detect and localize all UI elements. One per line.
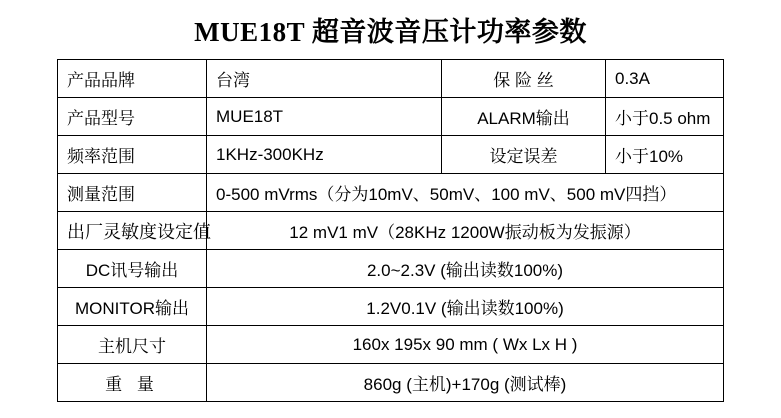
row-label-monitor-output: MONITOR输出 — [58, 288, 207, 326]
table-row — [58, 288, 724, 326]
table-row — [58, 98, 724, 136]
spec-table-container — [0, 59, 781, 402]
row-label-brand: 产品品牌 — [58, 60, 207, 98]
row-label-setting-error: 设定误差 — [442, 136, 606, 174]
row-label-fuse: 保 险 丝 — [442, 60, 606, 98]
page-title: MUE18T 超音波音压计功率参数 — [194, 17, 587, 47]
row-label-model: 产品型号 — [58, 98, 207, 136]
spec-table-body — [58, 60, 724, 402]
table-row — [58, 250, 724, 288]
row-label-weight: 重 量 — [58, 364, 207, 402]
row-label-dimensions: 主机尺寸 — [58, 326, 207, 364]
spec-table — [57, 59, 724, 402]
row-value-frequency-range: 1KHz-300KHz — [207, 136, 442, 174]
row-value-alarm-output: 小于0.5 ohm — [606, 98, 724, 136]
row-label-measure-range: 测量范围 — [58, 174, 207, 212]
table-row — [58, 364, 724, 402]
table-row — [58, 60, 724, 98]
row-value-fuse: 0.3A — [606, 60, 724, 98]
row-label-dc-output: DC讯号输出 — [58, 250, 207, 288]
row-value-dimensions: 160x 195x 90 mm ( Wx Lx H ) — [207, 326, 724, 364]
row-value-factory-sensitivity: 12 mV1 mV（28KHz 1200W振动板为发振源） — [207, 212, 724, 250]
row-value-setting-error: 小于10% — [606, 136, 724, 174]
row-label-frequency-range: 频率范围 — [58, 136, 207, 174]
row-label-alarm-output: ALARM输出 — [442, 98, 606, 136]
row-value-measure-range: 0-500 mVrms（分为10mV、50mV、100 mV、500 mV四挡） — [207, 174, 724, 212]
row-label-factory-sensitivity: 出厂灵敏度设定值 — [58, 212, 207, 250]
row-value-monitor-output: 1.2V0.1V (输出读数100%) — [207, 288, 724, 326]
table-row — [58, 212, 724, 250]
row-value-weight: 860g (主机)+170g (测试棒) — [207, 364, 724, 402]
row-value-dc-output: 2.0~2.3V (输出读数100%) — [207, 250, 724, 288]
table-row — [58, 136, 724, 174]
row-value-brand: 台湾 — [207, 60, 442, 98]
table-row — [58, 174, 724, 212]
table-row — [58, 326, 724, 364]
row-value-model: MUE18T — [207, 98, 442, 136]
